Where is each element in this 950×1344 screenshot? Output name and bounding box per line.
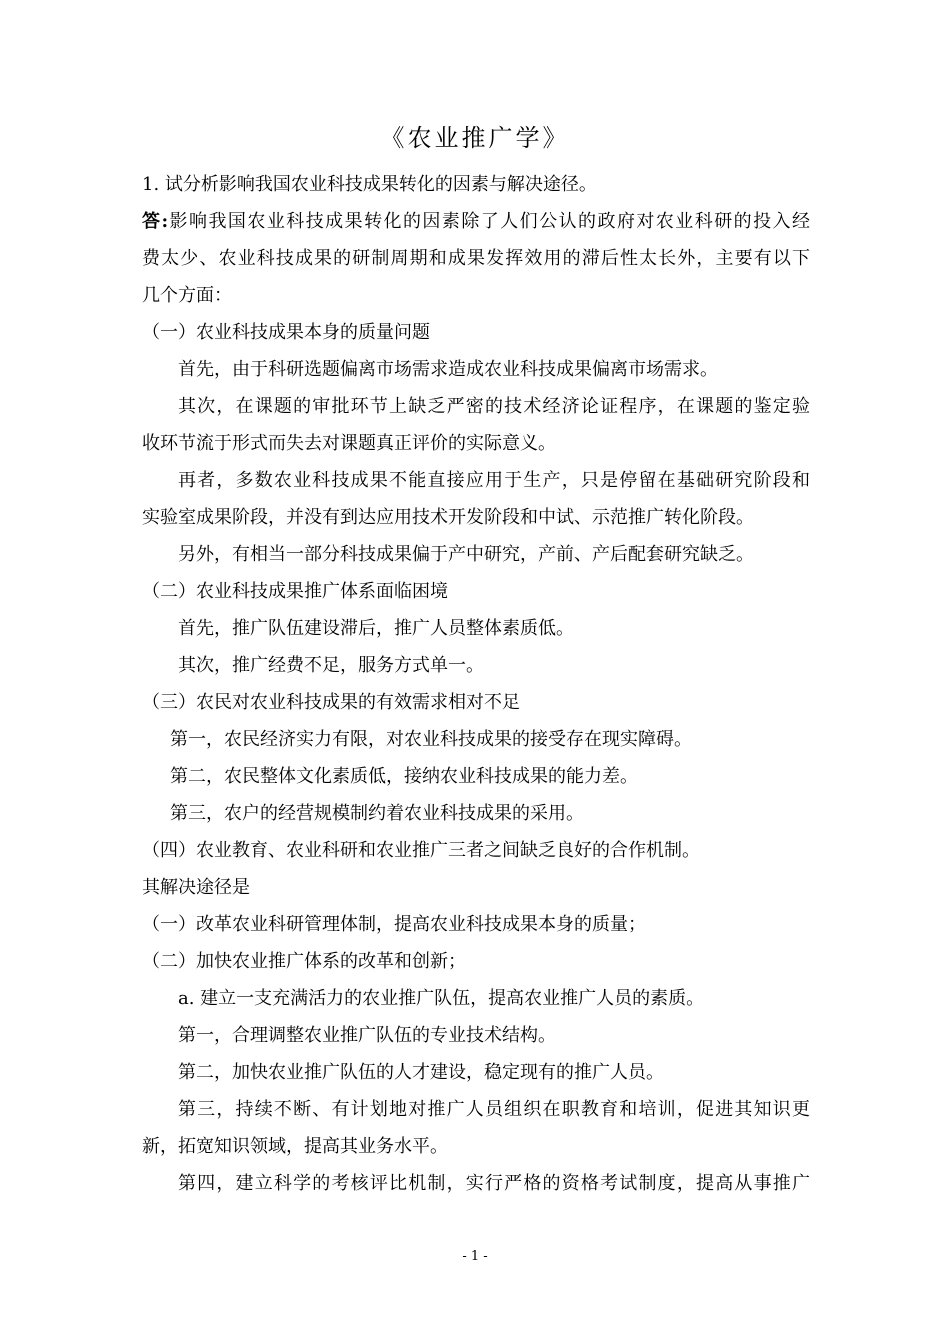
section-2-heading: （二）农业科技成果推广体系面临困境 (142, 581, 448, 602)
solution-2-a: a. 建立一支充满活力的农业推广队伍，提高农业推广人员的素质。 (178, 988, 705, 1009)
section-1-para-2-line-1: 其次，在课题的审批环节上缺乏严密的技术经济论证程序，在课题的鉴定验 (178, 396, 810, 417)
section-4-heading: （四）农业教育、农业科研和农业推广三者之间缺乏良好的合作机制。 (142, 840, 700, 861)
section-3-heading: （三）农民对农业科技成果的有效需求相对不足 (142, 692, 520, 713)
solution-2-a-4: 第四，建立科学的考核评比机制，实行严格的资格考试制度，提高从事推广 (178, 1173, 810, 1194)
section-1-heading: （一）农业科技成果本身的质量问题 (142, 322, 430, 343)
solution-1: （一）改革农业科研管理体制，提高农业科技成果本身的质量； (142, 914, 646, 935)
section-1-para-3-line-2: 实验室成果阶段，并没有到达应用技术开发阶段和中试、示范推广转化阶段。 (142, 507, 754, 528)
answer-text-1: 影响我国农业科技成果转化的因素除了人们公认的政府对农业科研的投入经 (168, 211, 810, 232)
section-2-para-1: 首先，推广队伍建设滞后，推广人员整体素质低。 (178, 618, 574, 639)
solution-2-a-3-line-2: 新，拓宽知识领域，提高其业务水平。 (142, 1136, 448, 1157)
section-3-para-1: 第一，农民经济实力有限，对农业科技成果的接受存在现实障碍。 (170, 729, 692, 750)
section-3-para-3: 第三，农户的经营规模制约着农业科技成果的采用。 (170, 803, 584, 824)
section-1-para-2-line-2: 收环节流于形式而失去对课题真正评价的实际意义。 (142, 433, 556, 454)
answer-line-2: 费太少、农业科技成果的研制周期和成果发挥效用的滞后性太长外，主要有以下 (142, 248, 810, 269)
question-line: 1. 试分析影响我国农业科技成果转化的因素与解决途径。 (142, 174, 597, 195)
solution-2-a-3-line-1: 第三，持续不断、有计划地对推广人员组织在职教育和培训，促进其知识更 (178, 1099, 810, 1120)
answer-line-3: 几个方面： (142, 285, 232, 306)
answer-line-1 (142, 203, 810, 240)
section-1-para-3-line-1: 再者，多数农业科技成果不能直接应用于生产，只是停留在基础研究阶段和 (178, 470, 810, 491)
section-2-para-2: 其次，推广经费不足，服务方式单一。 (178, 655, 484, 676)
section-1-para-1: 首先，由于科研选题偏离市场需求造成农业科技成果偏离市场需求。 (178, 359, 718, 380)
section-3-para-2: 第二，农民整体文化素质低，接纳农业科技成果的能力差。 (170, 766, 638, 787)
solution-2-a-2: 第二，加快农业推广队伍的人才建设，稳定现有的推广人员。 (178, 1062, 664, 1083)
solution-2-a-1: 第一，合理调整农业推广队伍的专业技术结构。 (178, 1025, 556, 1046)
page-number: - 1 - (462, 1249, 488, 1264)
solution-intro: 其解决途径是 (142, 877, 250, 898)
solution-2: （二）加快农业推广体系的改革和创新； (142, 951, 466, 972)
answer-label: 答: (142, 211, 169, 232)
body-text (142, 166, 810, 1202)
page-title: 《农业推广学》 (380, 124, 570, 152)
section-1-para-4: 另外，有相当一部分科技成果偏于产中研究，产前、产后配套研究缺乏。 (178, 544, 754, 565)
